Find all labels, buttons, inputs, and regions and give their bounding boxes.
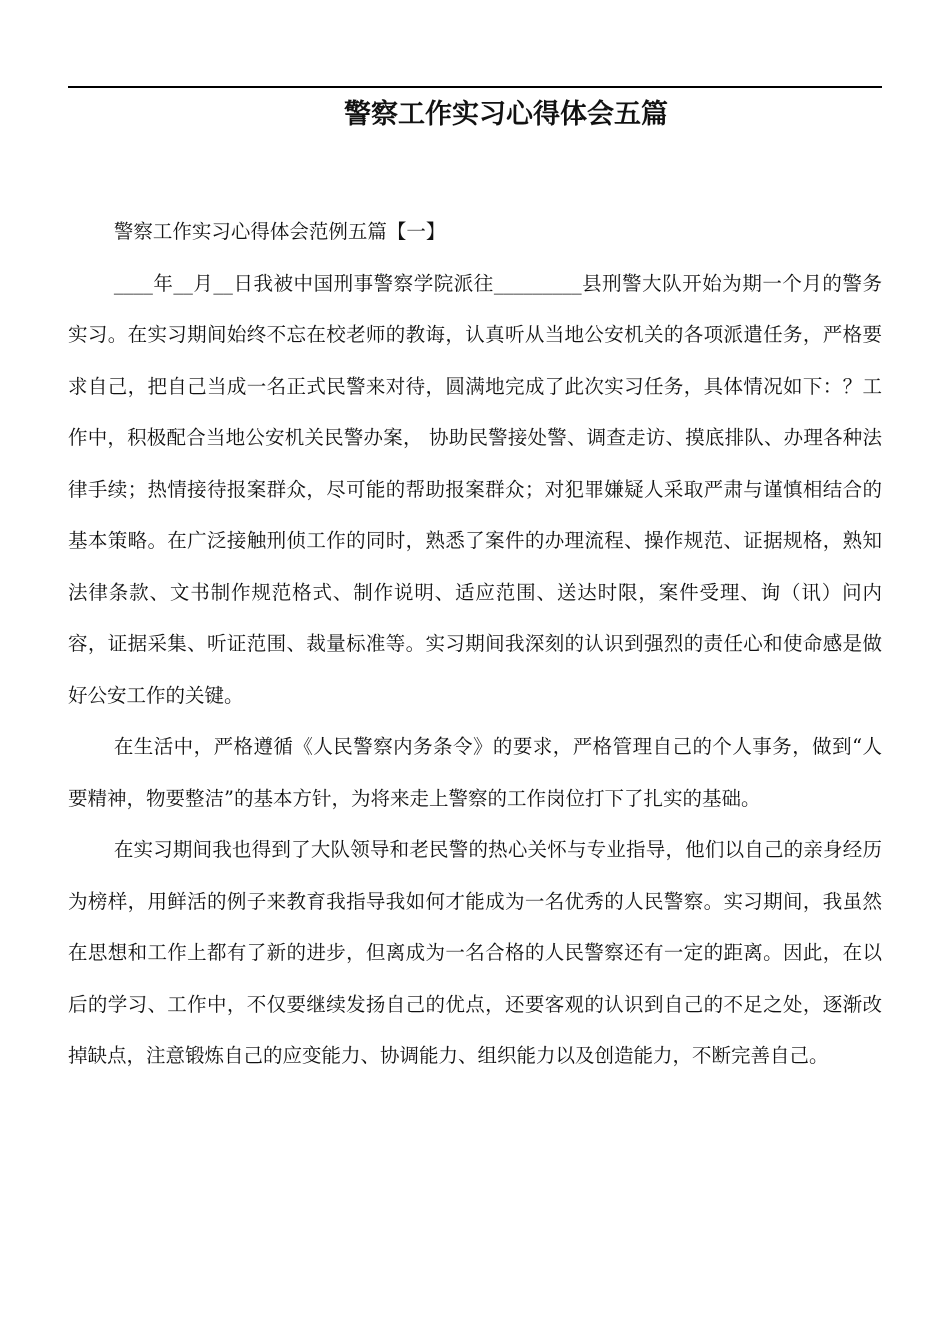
- header-rule: [68, 86, 882, 88]
- paragraph: 在实习期间我也得到了大队领导和老民警的热心关怀与专业指导，他们以自己的亲身经历为榜样，用鲜活的例子来教育我指导我如何才能成为一名优秀的人民警察。实习期间，我虽然在思想和工作上都有了新的进步，但离成为一名合格的人民警察还有一定的距离。因此，在以后的学习、工作中，不仅要继续发扬自己的优点，还要客观的认识到自己的不足之处，逐渐改掉缺点，注意锻炼自己的应变能力、协调能力、组织能力以及创造能力，不断完善自己。: [68, 838, 882, 1067]
- paragraph: ____年__月__日我被中国刑事警察学院派往_________县刑警大队开始为期一个月的警务实习。在实习期间始终不忘在校老师的教诲，认真听从当地公安机关的各项派遣任务，严格要求自己，把自己当成一名正式民警来对待，圆满地完成了此次实习任务，具体情况如下：？工作中，积极配合当地公安机关民警办案， 协助民警接处警、调查走访、摸底排队、办理各种法律手续；热情接待报案群众，尽可能的帮助报案群众；对犯罪嫌疑人采取严肃与谨慎相结合的基本策略。在广泛接触刑侦工作的同时，熟悉了案件的办理流程、操作规范、证据规格，熟知法律条款、文书制作规范格式、制作说明、适应范围、送达时限，案件受理、询（讯）问内容，证据采集、听证范围、裁量标准等。实习期间我深刻的认识到强烈的责任心和使命感是做好公安工作的关键。: [68, 271, 882, 707]
- document-body: [68, 206, 882, 1082]
- section-heading: 警察工作实习心得体会范例五篇【一】: [113, 220, 446, 243]
- paragraph: 在生活中，严格遵循《人民警察内务条令》的要求，严格管理自己的个人事务，做到“人要精神，物要整洁”的基本方针，为将来走上警察的工作岗位打下了扎实的基础。: [68, 735, 882, 810]
- document-title: 警察工作实习心得体会五篇: [344, 99, 668, 130]
